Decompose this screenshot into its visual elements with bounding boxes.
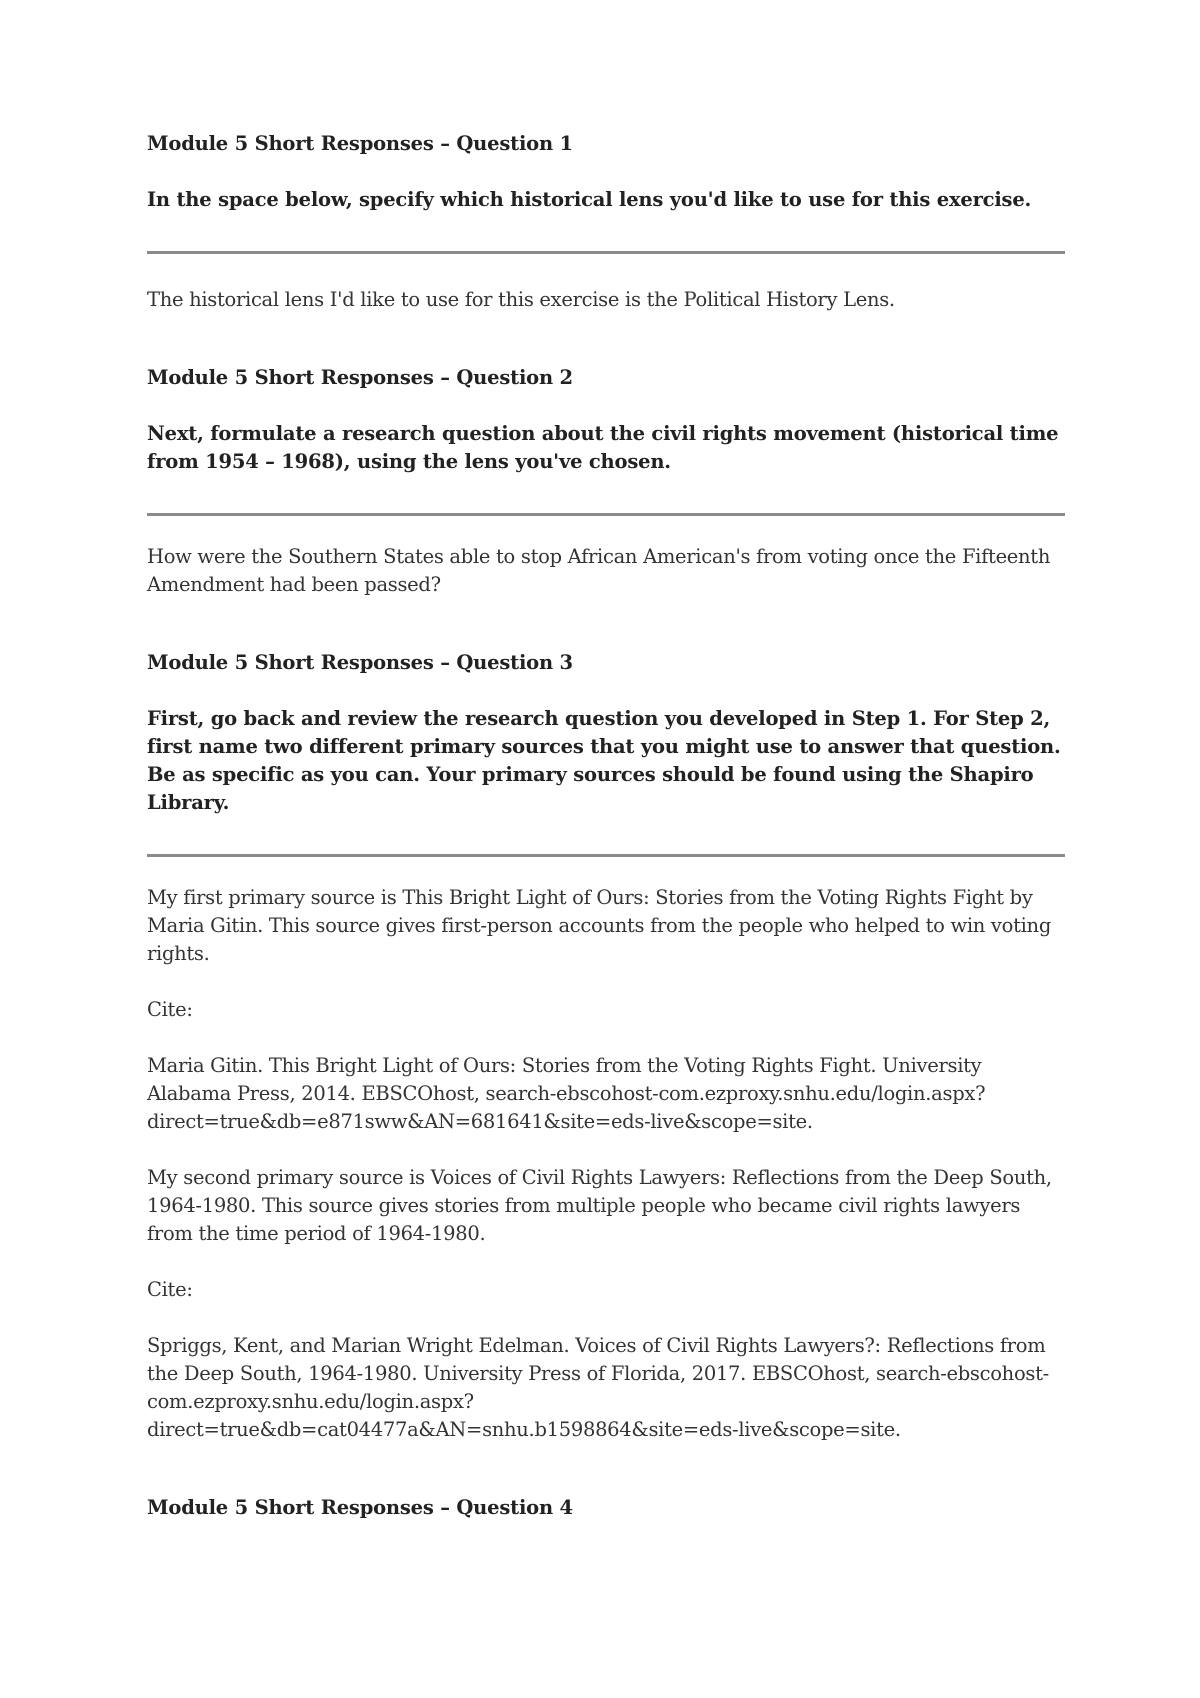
question-3-heading: Module 5 Short Responses – Question 3 — [147, 651, 573, 674]
question-3-cite-label-2: Cite: — [147, 1278, 193, 1301]
question-3-citation-2: Spriggs, Kent, and Marian Wright Edelman. Voices of Civil Rights Lawyers?: Reflections from the Deep South, 1964-1980. University Press of Florida, 2017. EBSCOhost, search-ebscohost-com.ezproxy.snhu.edu/login.aspx?direct=true&db=cat04477a&AN=snhu.b1598864&site=eds-live&scope=site. — [147, 1334, 1049, 1441]
question-3-citation-1: Maria Gitin. This Bright Light of Ours: Stories from the Voting Rights Fight. University Alabama Press, 2014. EBSCOhost, search-ebscohost-com.ezproxy.snhu.edu/login.aspx?direct=true&db=e871sww&AN=681641&site=eds-live&scope=site. — [147, 1054, 986, 1133]
question-3-first-source: My first primary source is This Bright Light of Ours: Stories from the Voting Rights Fight by Maria Gitin. This source gives first-person accounts from the people who helped to win voting rights. — [147, 886, 1051, 965]
question-4-heading: Module 5 Short Responses – Question 4 — [147, 1496, 573, 1519]
question-3-second-source: My second primary source is Voices of Civil Rights Lawyers: Reflections from the Deep South, 1964-1980. This source gives stories from multiple people who became civil rights lawyers from the time period of 1964-1980. — [147, 1166, 1052, 1245]
document-page — [147, 130, 1065, 1522]
question-2-heading: Module 5 Short Responses – Question 2 — [147, 366, 573, 389]
question-1-prompt: In the space below, specify which historical lens you'd like to use for this exercise. — [147, 188, 1032, 211]
question-1-heading: Module 5 Short Responses – Question 1 — [147, 132, 573, 155]
question-3-cite-label-1: Cite: — [147, 998, 193, 1021]
question-1-answer: The historical lens I'd like to use for this exercise is the Political History Lens. — [147, 288, 895, 311]
question-2-prompt: Next, formulate a research question about the civil rights movement (historical time from 1954 – 1968), using the lens you've chosen. — [147, 422, 1059, 473]
question-2-answer: How were the Southern States able to stop African American's from voting once the Fifteenth Amendment had been passed? — [147, 545, 1051, 596]
question-3-prompt: First, go back and review the research question you developed in Step 1. For Step 2, first name two different primary sources that you might use to answer that question. Be as specific as you can. Your primary sources should be found using the Shapiro Library. — [147, 707, 1061, 814]
